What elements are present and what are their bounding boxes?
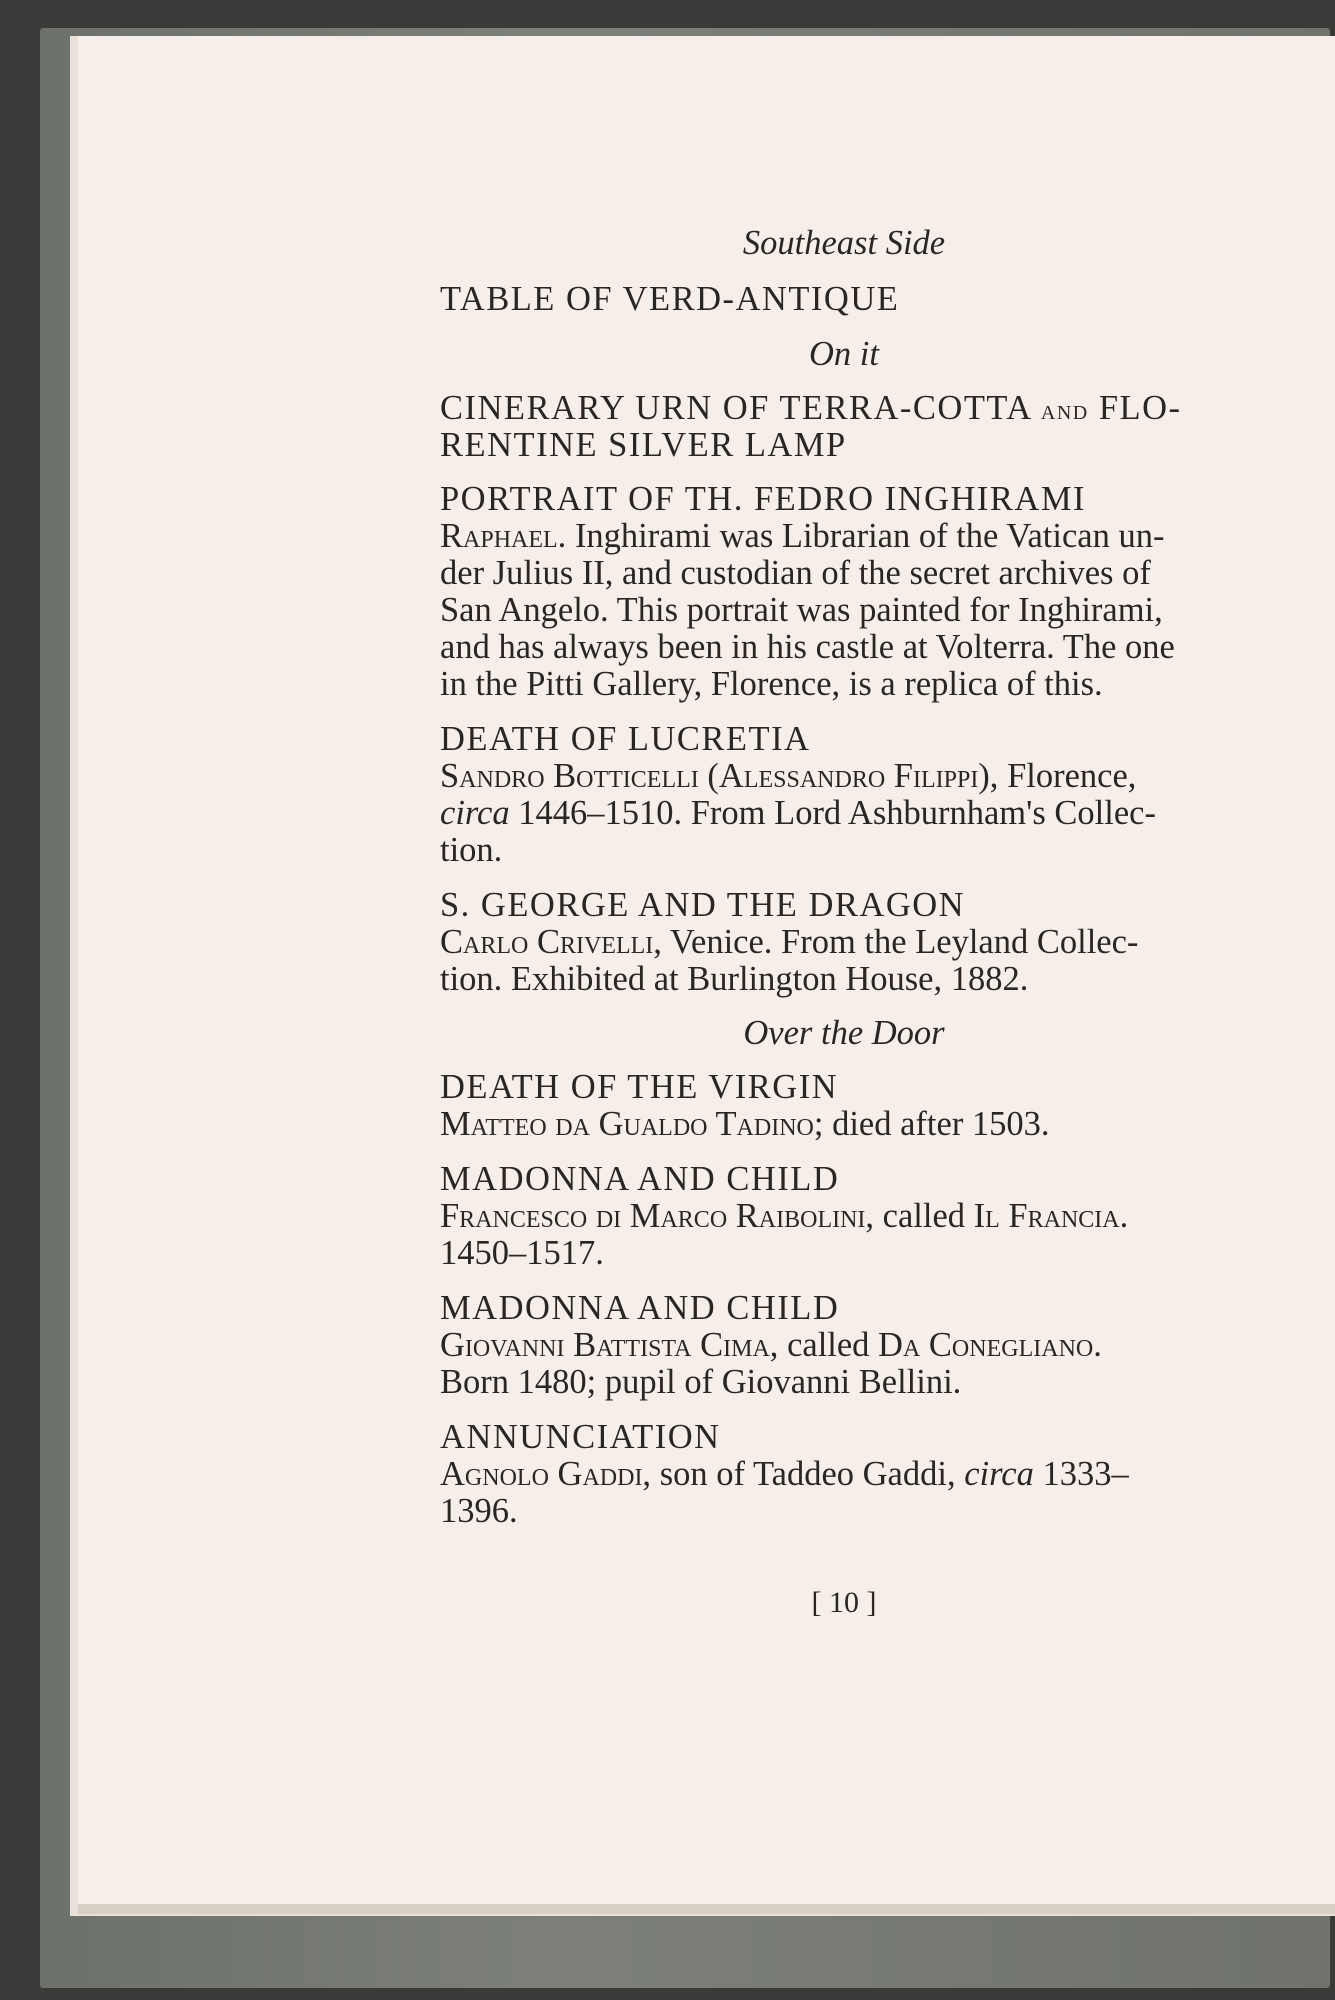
description-text: circa	[440, 794, 510, 832]
artist-name: Matteo da Gualdo Tadino;	[440, 1105, 824, 1143]
subheading: Over the Door	[743, 1014, 945, 1052]
entry-description: der Julius II, and custodian of the secret archives of	[440, 554, 1151, 592]
description-text: 1333–	[1033, 1455, 1129, 1493]
entry-title: MADONNA AND CHILD	[440, 1289, 840, 1327]
description-text: Inghirami was Librarian of the Vatican un-	[574, 517, 1165, 555]
entry-description	[440, 1328, 1102, 1363]
artist-name: Da Conegliano.	[878, 1326, 1102, 1364]
entry-description: tion.	[440, 831, 503, 869]
title-part: FLO-	[1098, 389, 1182, 427]
entry-title: DEATH OF THE VIRGIN	[440, 1068, 839, 1106]
description-text: called	[778, 1326, 879, 1364]
entry-description: 1450–1517.	[440, 1234, 604, 1272]
page-shadow	[78, 1904, 1335, 1914]
entry-description	[440, 796, 1156, 831]
artist-name: Carlo Crivelli,	[440, 923, 662, 961]
entry-description: in the Pitti Gallery, Florence, is a replica of this.	[440, 665, 1103, 703]
description-text: called	[874, 1197, 974, 1235]
description-text: died after 1503.	[823, 1105, 1050, 1143]
entry-title	[440, 391, 1182, 426]
entry-description: Born 1480; pupil of Giovanni Bellini.	[440, 1363, 962, 1401]
entry-description	[440, 519, 1164, 554]
description-text: son of Taddeo Gaddi,	[651, 1455, 965, 1493]
entry-title: PORTRAIT OF TH. FEDRO INGHIRAMI	[440, 480, 1086, 518]
entry-title: TABLE OF VERD-ANTIQUE	[440, 280, 900, 318]
title-conjunction: and	[1040, 395, 1089, 426]
entry-description: San Angelo. This portrait was painted for Inghirami,	[440, 591, 1163, 629]
entry-description	[440, 1457, 1129, 1492]
description-text: circa	[964, 1455, 1034, 1493]
description-text: 1446–1510. From Lord Ashburnham's Collec-	[509, 794, 1156, 832]
artist-name: Raphael.	[440, 517, 567, 555]
artist-name: Giovanni Battista Cima,	[440, 1326, 779, 1364]
book-page	[78, 36, 1335, 1904]
description-text: Florence,	[998, 757, 1137, 795]
subheading: On it	[809, 335, 879, 373]
entry-description: tion. Exhibited at Burlington House, 1882.	[440, 960, 1029, 998]
description-text: Venice. From the Leyland Collec-	[661, 923, 1139, 961]
entry-description: and has always been in his castle at Volterra. The one	[440, 628, 1175, 666]
artist-name: Francesco di Marco Raibolini,	[440, 1197, 875, 1235]
entry-description: 1396.	[440, 1492, 518, 1530]
title-part: CINERARY URN OF TERRA-COTTA	[440, 389, 1031, 427]
entry-description	[440, 925, 1138, 960]
page-number: [ 10 ]	[811, 1586, 877, 1619]
entry-description	[440, 759, 1136, 794]
artist-name: Sandro Botticelli (Alessandro Filippi),	[440, 757, 999, 795]
entry-title: DEATH OF LUCRETIA	[440, 720, 811, 758]
entry-title: ANNUNCIATION	[440, 1418, 721, 1456]
section-heading: Southeast Side	[742, 224, 946, 262]
entry-title: S. GEORGE AND THE DRAGON	[440, 886, 966, 924]
artist-name: Agnolo Gaddi,	[440, 1455, 652, 1493]
artist-name: Il Francia.	[973, 1197, 1129, 1235]
entry-description	[440, 1199, 1128, 1234]
entry-title: MADONNA AND CHILD	[440, 1160, 840, 1198]
entry-description	[440, 1107, 1050, 1142]
entry-title: RENTINE SILVER LAMP	[440, 426, 847, 464]
